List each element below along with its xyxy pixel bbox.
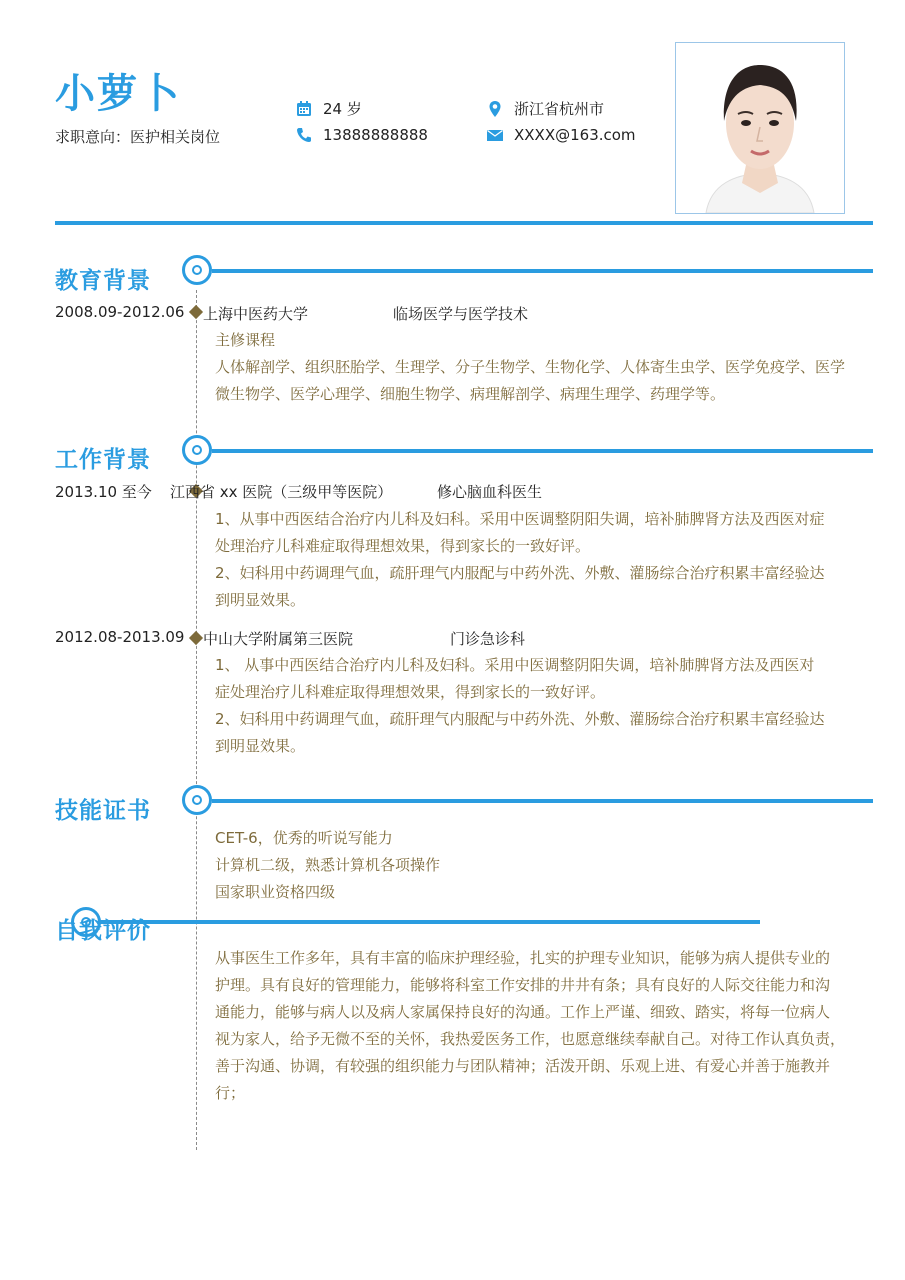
section-title-work: 工作背景 — [55, 447, 151, 473]
portrait-photo — [675, 42, 845, 214]
work-org: 中山大学附属第三医院 — [203, 630, 354, 648]
section-line — [212, 269, 873, 273]
work-org: 江西省 xx 医院（三级甲等医院） — [170, 483, 393, 501]
self-line: 从事医生工作多年，具有丰富的临床护理经验，扎实的护理专业知识，能够为病人提供专业的 — [215, 949, 831, 967]
section-marker-icon — [182, 435, 212, 465]
work-role: 门诊急诊科 — [450, 630, 526, 648]
section-line — [212, 449, 873, 453]
work-line: 2、妇科用中药调理气血，疏肝理气内服配与中药外洗、外敷、灌肠综合治疗积累丰富经验达 — [215, 564, 825, 582]
self-line: 行； — [215, 1084, 246, 1102]
self-line: 视为家人，给予无微不至的关怀，我热爱医务工作，也愿意继续奉献自己。对待工作认真负责， — [215, 1030, 846, 1048]
header-divider — [55, 221, 873, 225]
age-value: 24 岁 — [323, 100, 362, 118]
self-evaluation — [215, 945, 855, 1107]
work-line: 1、从事中西医结合治疗内儿科及妇科。采用中医调整阴阳失调，培补肺脾肾方法及西医对症 — [215, 510, 825, 528]
skill-item: 计算机二级，熟悉计算机各项操作 — [215, 856, 441, 874]
location-pin-icon — [486, 100, 504, 118]
self-line: 善于沟通、协调，有较强的组织能力与团队精神；活泼开朗、乐观上进、有爱心并善于施教并 — [215, 1057, 831, 1075]
edu-line: 微生物学、医学心理学、细胞生物学、病理解剖学、病理生理学、药理学等。 — [215, 385, 726, 403]
edu-school: 上海中医药大学 — [203, 305, 309, 323]
skill-item: CET-6，优秀的听说写能力 — [215, 829, 393, 847]
section-title-education: 教育背景 — [55, 268, 151, 294]
section-marker-icon — [182, 785, 212, 815]
self-line: 护理。具有良好的管理能力，能够将科室工作安排的井井有条；具有良好的人际交往能力和沟 — [215, 976, 831, 994]
work-details — [215, 652, 855, 760]
work-line: 到明显效果。 — [215, 737, 306, 755]
envelope-icon — [486, 126, 504, 144]
work-line: 到明显效果。 — [215, 591, 306, 609]
work-line: 症处理治疗儿科难症取得理想效果，得到家长的一致好评。 — [215, 683, 606, 701]
edu-line: 主修课程 — [215, 331, 276, 349]
work-date: 2012.08-2013.09 — [55, 628, 185, 646]
age-row — [295, 98, 362, 119]
calendar-icon — [295, 100, 313, 118]
edu-date: 2008.09-2012.06 — [55, 303, 185, 321]
work-details — [215, 506, 855, 614]
edu-details — [215, 327, 855, 408]
candidate-name: 小萝卜 — [55, 71, 181, 117]
work-line: 1、 从事中西医结合治疗内儿科及妇科。采用中医调整阴阳失调，培补肺脾肾方法及西医对 — [215, 656, 815, 674]
phone-value: 13888888888 — [323, 126, 428, 144]
timeline-diamond-icon — [189, 631, 203, 645]
work-line: 2、妇科用中药调理气血，疏肝理气内服配与中药外洗、外敷、灌肠综合治疗积累丰富经验达 — [215, 710, 825, 728]
work-date: 2013.10 至今 — [55, 483, 152, 501]
skill-item: 国家职业资格四级 — [215, 883, 336, 901]
location-row — [486, 98, 604, 119]
skills-list — [215, 825, 855, 906]
section-title-skills: 技能证书 — [55, 798, 151, 824]
timeline-axis — [196, 290, 197, 1150]
section-marker-icon — [182, 255, 212, 285]
location-value: 浙江省杭州市 — [514, 100, 605, 118]
timeline-diamond-icon — [189, 305, 203, 319]
work-line: 处理治疗儿科难症取得理想效果，得到家长的一致好评。 — [215, 537, 591, 555]
section-title-self: 自我评价 — [55, 918, 151, 944]
email-value: XXXX@163.com — [514, 126, 636, 144]
edu-major: 临场医学与医学技术 — [393, 305, 529, 323]
work-role: 修心脑血科医生 — [437, 483, 543, 501]
edu-line: 人体解剖学、组织胚胎学、生理学、分子生物学、生物化学、人体寄生虫学、医学免疫学、医学 — [215, 358, 846, 376]
phone-icon — [295, 126, 313, 144]
self-line: 通能力，能够与病人以及病人家属保持良好的沟通。工作上严谨、细致、踏实，将每一位病人 — [215, 1003, 831, 1021]
job-objective: 求职意向：医护相关岗位 — [55, 128, 221, 146]
email-row — [486, 126, 636, 144]
phone-row — [295, 126, 428, 144]
section-line — [212, 799, 873, 803]
section-line — [100, 920, 760, 924]
